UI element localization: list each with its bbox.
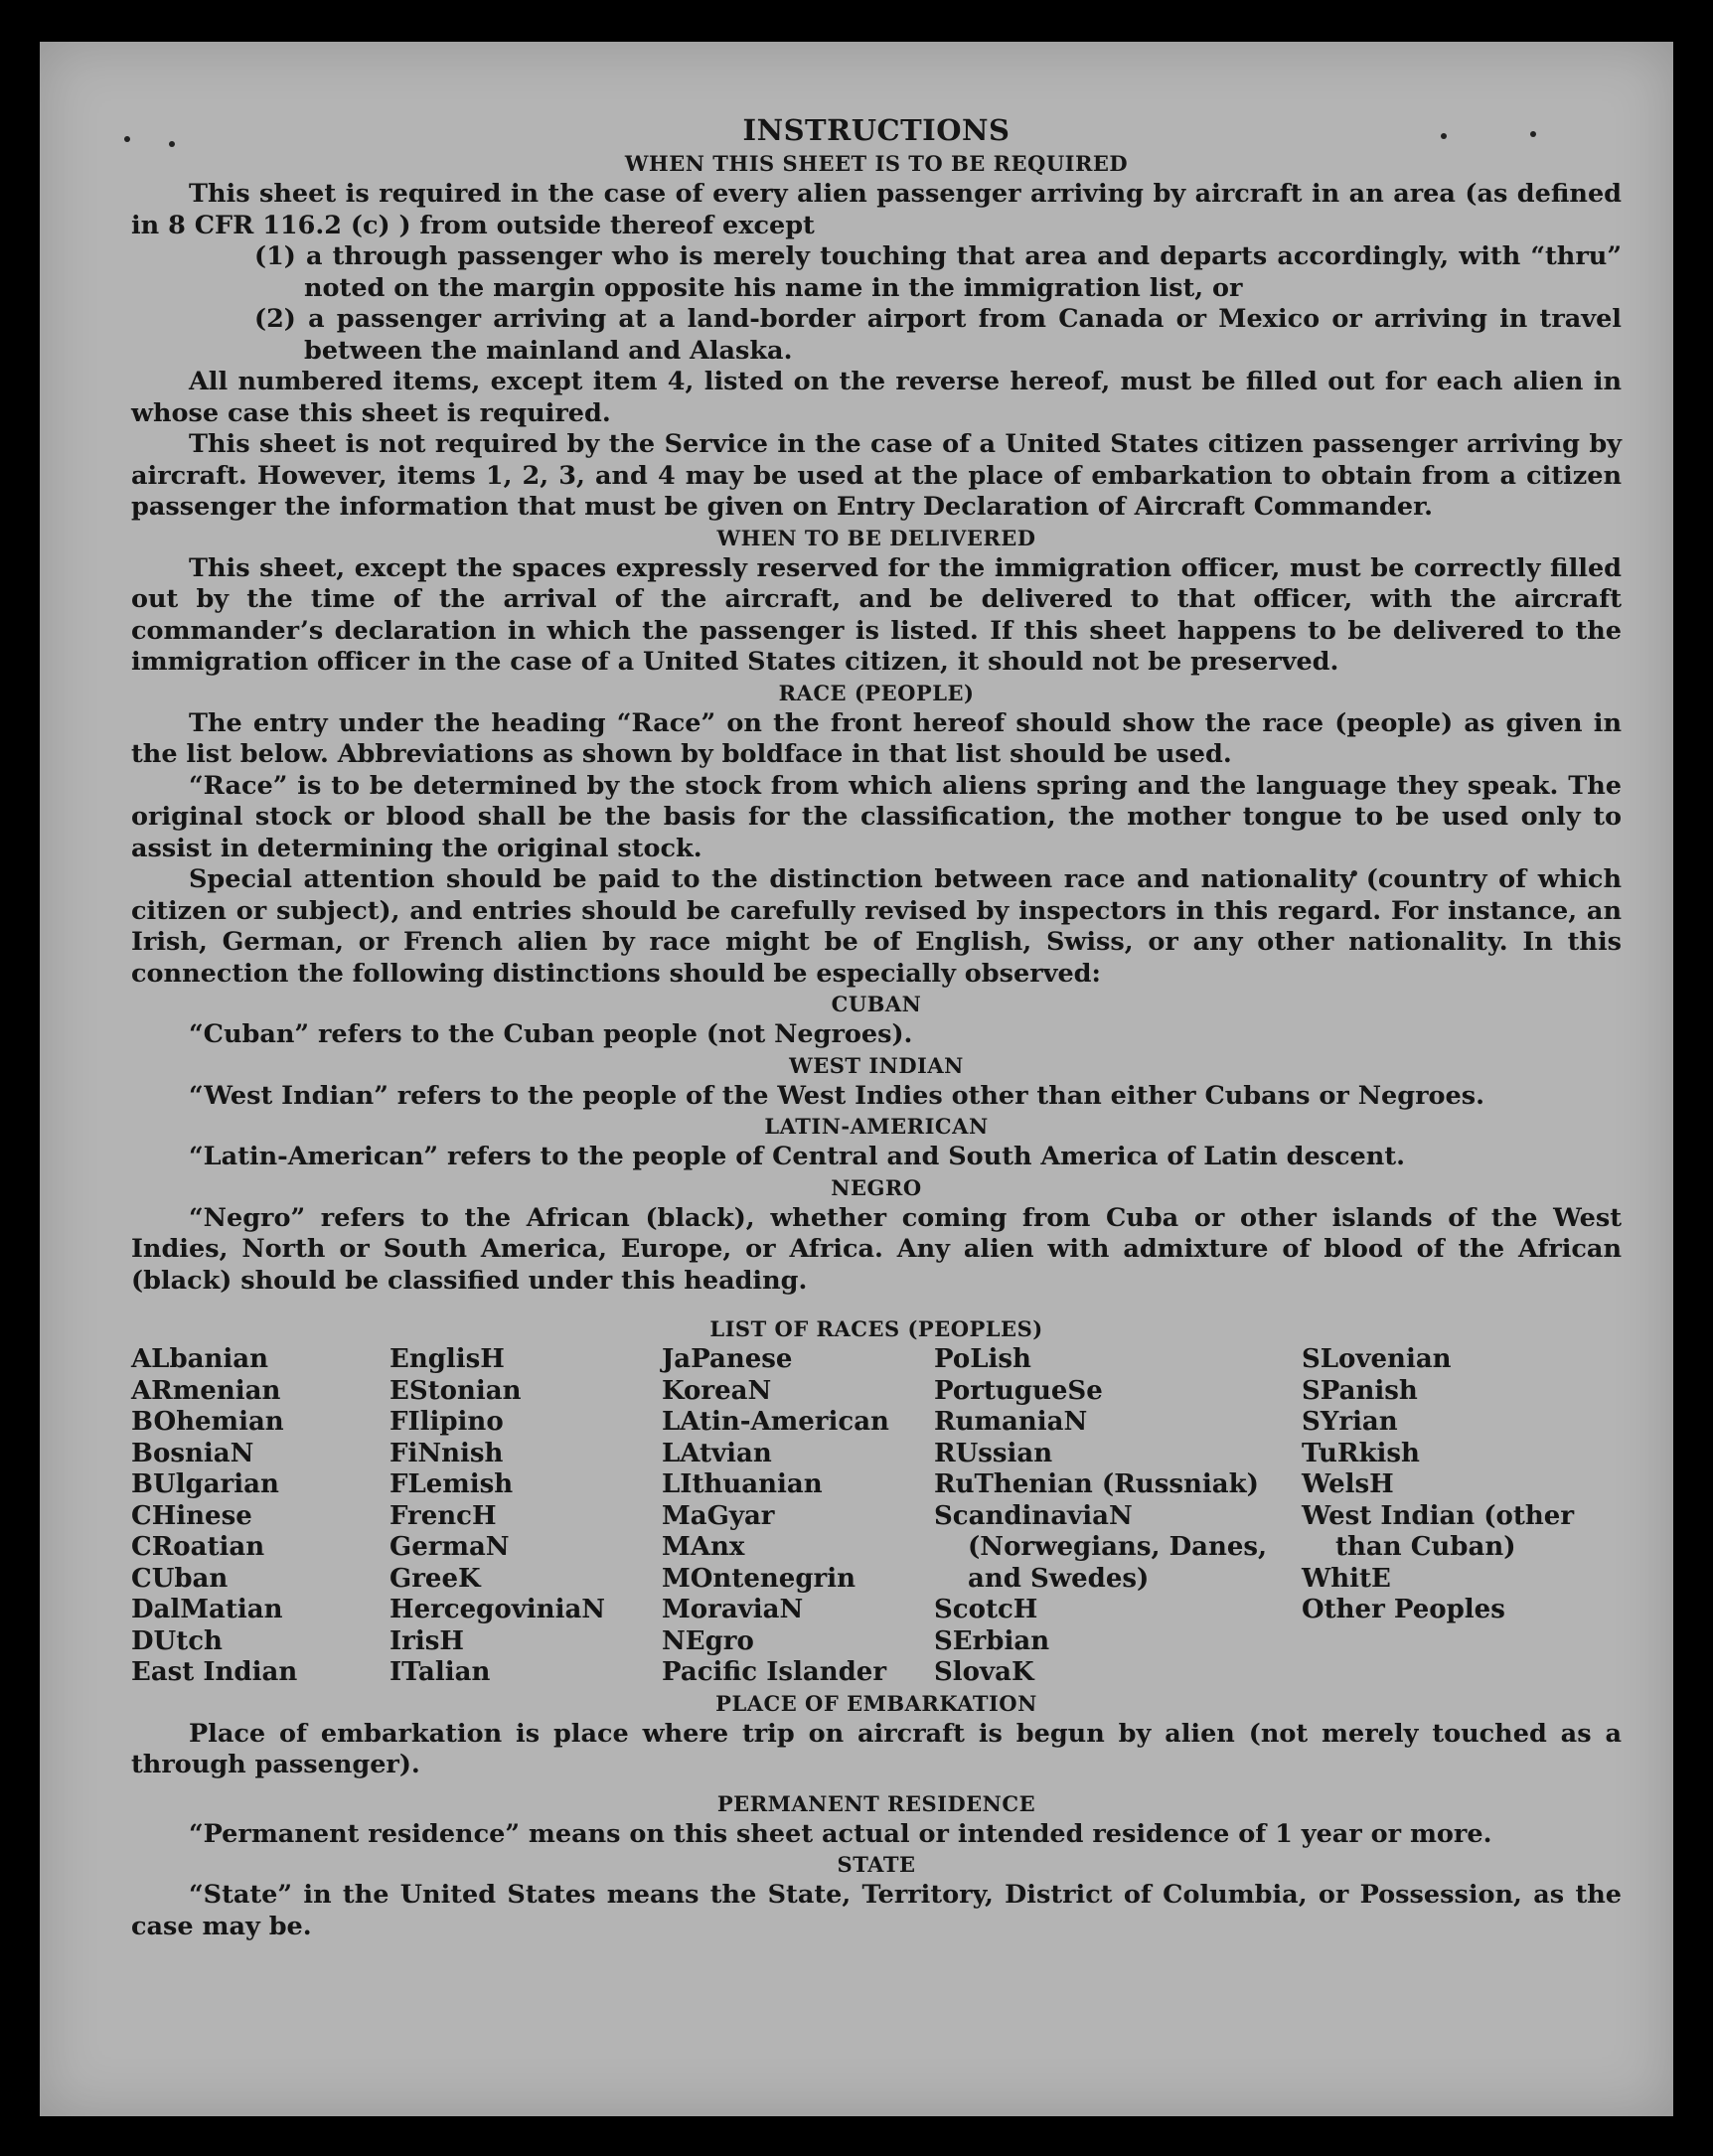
race-entry: JaPanese xyxy=(662,1344,793,1374)
races-column xyxy=(934,1344,1302,1689)
heading-place-of-embarkation: PLACE OF EMBARKATION xyxy=(715,1690,1037,1716)
race-entry: DalMatian xyxy=(131,1595,283,1624)
race-entry: MaGyar xyxy=(662,1500,775,1531)
paragraph: “Cuban” refers to the Cuban people (not Negroes). xyxy=(189,1019,913,1049)
races-column xyxy=(1302,1344,1622,1689)
heading-list-of-races: LIST OF RACES (PEOPLES) xyxy=(709,1316,1043,1341)
heading-negro: NEGRO xyxy=(831,1174,922,1200)
race-entry: CHinese xyxy=(131,1500,252,1531)
races-list xyxy=(131,1344,1622,1689)
paragraph: “Permanent residence” means on this sheet actual or intended residence of 1 year or more. xyxy=(189,1818,1492,1849)
race-entry: CUban xyxy=(131,1563,229,1594)
race-entry: RuThenian (Russniak) xyxy=(934,1469,1259,1499)
paragraph: This sheet is required in the case of every alien passenger arriving by aircraft in an area (as defined in 8 CFR 116.2 (c) ) from outside thereof except xyxy=(131,179,1622,240)
race-entry: FiNnish xyxy=(389,1438,504,1468)
race-entry: Pacific Islander xyxy=(662,1657,887,1687)
paragraph: “State” in the United States means the State, Territory, District of Columbia, or Possession, as the case may be. xyxy=(131,1880,1622,1941)
race-entry: MAnx xyxy=(662,1532,745,1562)
race-entry: KoreaN xyxy=(662,1375,772,1406)
race-entry: LAtin-American xyxy=(662,1407,889,1437)
paragraph: “West Indian” refers to the people of the West Indies other than either Cubans or Negroes. xyxy=(189,1080,1484,1111)
race-entry: FLemish xyxy=(389,1469,514,1499)
races-column xyxy=(131,1344,389,1689)
race-entry: WelsH xyxy=(1302,1469,1394,1499)
race-entry: SPanish xyxy=(1302,1375,1418,1406)
race-entry: ScandinaviaN (Norwegians, Danes, and Swedes) xyxy=(934,1500,1268,1594)
race-entry: ARmenian xyxy=(131,1375,281,1406)
race-entry: ITalian xyxy=(389,1657,491,1687)
heading-latin-american: LATIN-AMERICAN xyxy=(764,1114,989,1139)
race-entry: CRoatian xyxy=(131,1532,265,1562)
race-entry: East Indian xyxy=(131,1657,298,1687)
race-entry: BUlgarian xyxy=(131,1469,279,1499)
paragraph: Place of embarkation is place where trip on aircraft is begun by alien (not merely touched as a through passenger). xyxy=(131,1718,1622,1779)
race-entry: EStonian xyxy=(389,1375,522,1406)
document-page xyxy=(40,42,1673,2116)
race-entry: ScotcH xyxy=(934,1595,1038,1624)
race-entry: Other Peoples xyxy=(1302,1595,1505,1624)
race-entry: PortugueSe xyxy=(934,1375,1103,1406)
races-column xyxy=(662,1344,934,1689)
race-entry: DUtch xyxy=(131,1625,223,1656)
race-entry: PoLish xyxy=(934,1344,1031,1374)
paragraph: “Latin-American” refers to the people of Central and South America of Latin descent. xyxy=(189,1142,1405,1171)
heading-west-indian: WEST INDIAN xyxy=(789,1052,964,1078)
paragraph: “Negro” refers to the African (black), whether coming from Cuba or other islands of the West Indies, North or South America, Europe, or Africa. Any alien with admixture of blood of the African (black) should be classified under this heading. xyxy=(131,1202,1622,1296)
paragraph: This sheet is not required by the Service in the case of a United States citizen passenger arriving by aircraft. However, items 1, 2, 3, and 4 may be used at the place of embarkation to obtain from a citizen passenger the information that must be given on Entry Declaration of Aircraft Commander. xyxy=(131,429,1622,522)
race-entry: BOhemian xyxy=(131,1407,284,1437)
race-entry: GermaN xyxy=(389,1532,510,1562)
paragraph: The entry under the heading “Race” on the front hereof should show the race (people) as given in the list below. Abbreviations as shown by boldface in that list should be used. xyxy=(131,707,1622,769)
paragraph: “Race” is to be determined by the stock from which aliens spring and the language they speak. The original stock or blood shall be the basis for the classification, the mother tongue to be used only to assist in determining the original stock. xyxy=(131,770,1622,863)
list-item: (1) a through passenger who is merely touching that area and departs accordingly, with “thru” noted on the margin opposite his name in the immigration list, or xyxy=(254,241,1622,303)
race-entry: West Indian (other than Cuban) xyxy=(1302,1500,1575,1562)
races-column xyxy=(389,1344,662,1689)
race-entry: FIlipino xyxy=(389,1407,504,1437)
race-entry: SYrian xyxy=(1302,1407,1398,1437)
race-entry: EnglisH xyxy=(389,1344,505,1374)
race-entry: SlovaK xyxy=(934,1657,1034,1687)
race-entry: LIthuanian xyxy=(662,1469,823,1499)
heading-state: STATE xyxy=(837,1852,916,1877)
paragraph: All numbered items, except item 4, listed on the reverse hereof, must be filled out for each alien in whose case this sheet is required. xyxy=(131,367,1622,428)
race-entry: SLovenian xyxy=(1302,1344,1452,1374)
heading-race: RACE (PEOPLE) xyxy=(778,680,975,705)
race-entry: WhitE xyxy=(1302,1563,1391,1594)
race-entry: RUssian xyxy=(934,1438,1053,1468)
instructions-text xyxy=(131,113,1622,1942)
race-entry: RumaniaN xyxy=(934,1407,1088,1437)
race-entry: ALbanian xyxy=(131,1344,269,1374)
ink-speck xyxy=(124,136,130,142)
race-entry: SErbian xyxy=(934,1625,1050,1656)
heading-permanent-residence: PERMANENT RESIDENCE xyxy=(716,1790,1036,1816)
heading-when-delivered: WHEN TO BE DELIVERED xyxy=(716,525,1036,550)
race-entry: LAtvian xyxy=(662,1438,772,1468)
race-entry: NEgro xyxy=(662,1625,754,1656)
race-entry: HercegoviniaN xyxy=(389,1595,606,1624)
race-entry: GreeK xyxy=(389,1563,481,1594)
list-item: (2) a passenger arriving at a land-border airport from Canada or Mexico or arriving in travel between the mainland and Alaska. xyxy=(254,304,1622,366)
race-entry: BosniaN xyxy=(131,1438,254,1468)
paragraph: Special attention should be paid to the distinction between race and nationality (country of which citizen or subject), and entries should be carefully revised by inspectors in this regard. For instance, an Irish, German, or French alien by race might be of English, Swiss, or any other nationality. In this connection the following distinctions should be especially observed: xyxy=(131,864,1622,989)
race-entry: IrisH xyxy=(389,1625,464,1656)
race-entry: MOntenegrin xyxy=(662,1563,856,1594)
race-entry: TuRkish xyxy=(1302,1438,1420,1468)
race-entry: MoraviaN xyxy=(662,1595,804,1624)
heading-when-required: WHEN THIS SHEET IS TO BE REQUIRED xyxy=(624,151,1129,176)
page-title: INSTRUCTIONS xyxy=(742,113,1011,147)
heading-cuban: CUBAN xyxy=(831,992,922,1016)
race-entry: FrencH xyxy=(389,1500,497,1531)
paragraph: This sheet, except the spaces expressly reserved for the immigration officer, must be correctly filled out by the time of the arrival of the aircraft, and be delivered to that officer, with the aircraft commander’s declaration in which the passenger is listed. If this sheet happens to be delivered to the immigration officer in the case of a United States citizen, it should not be preserved. xyxy=(131,552,1622,677)
